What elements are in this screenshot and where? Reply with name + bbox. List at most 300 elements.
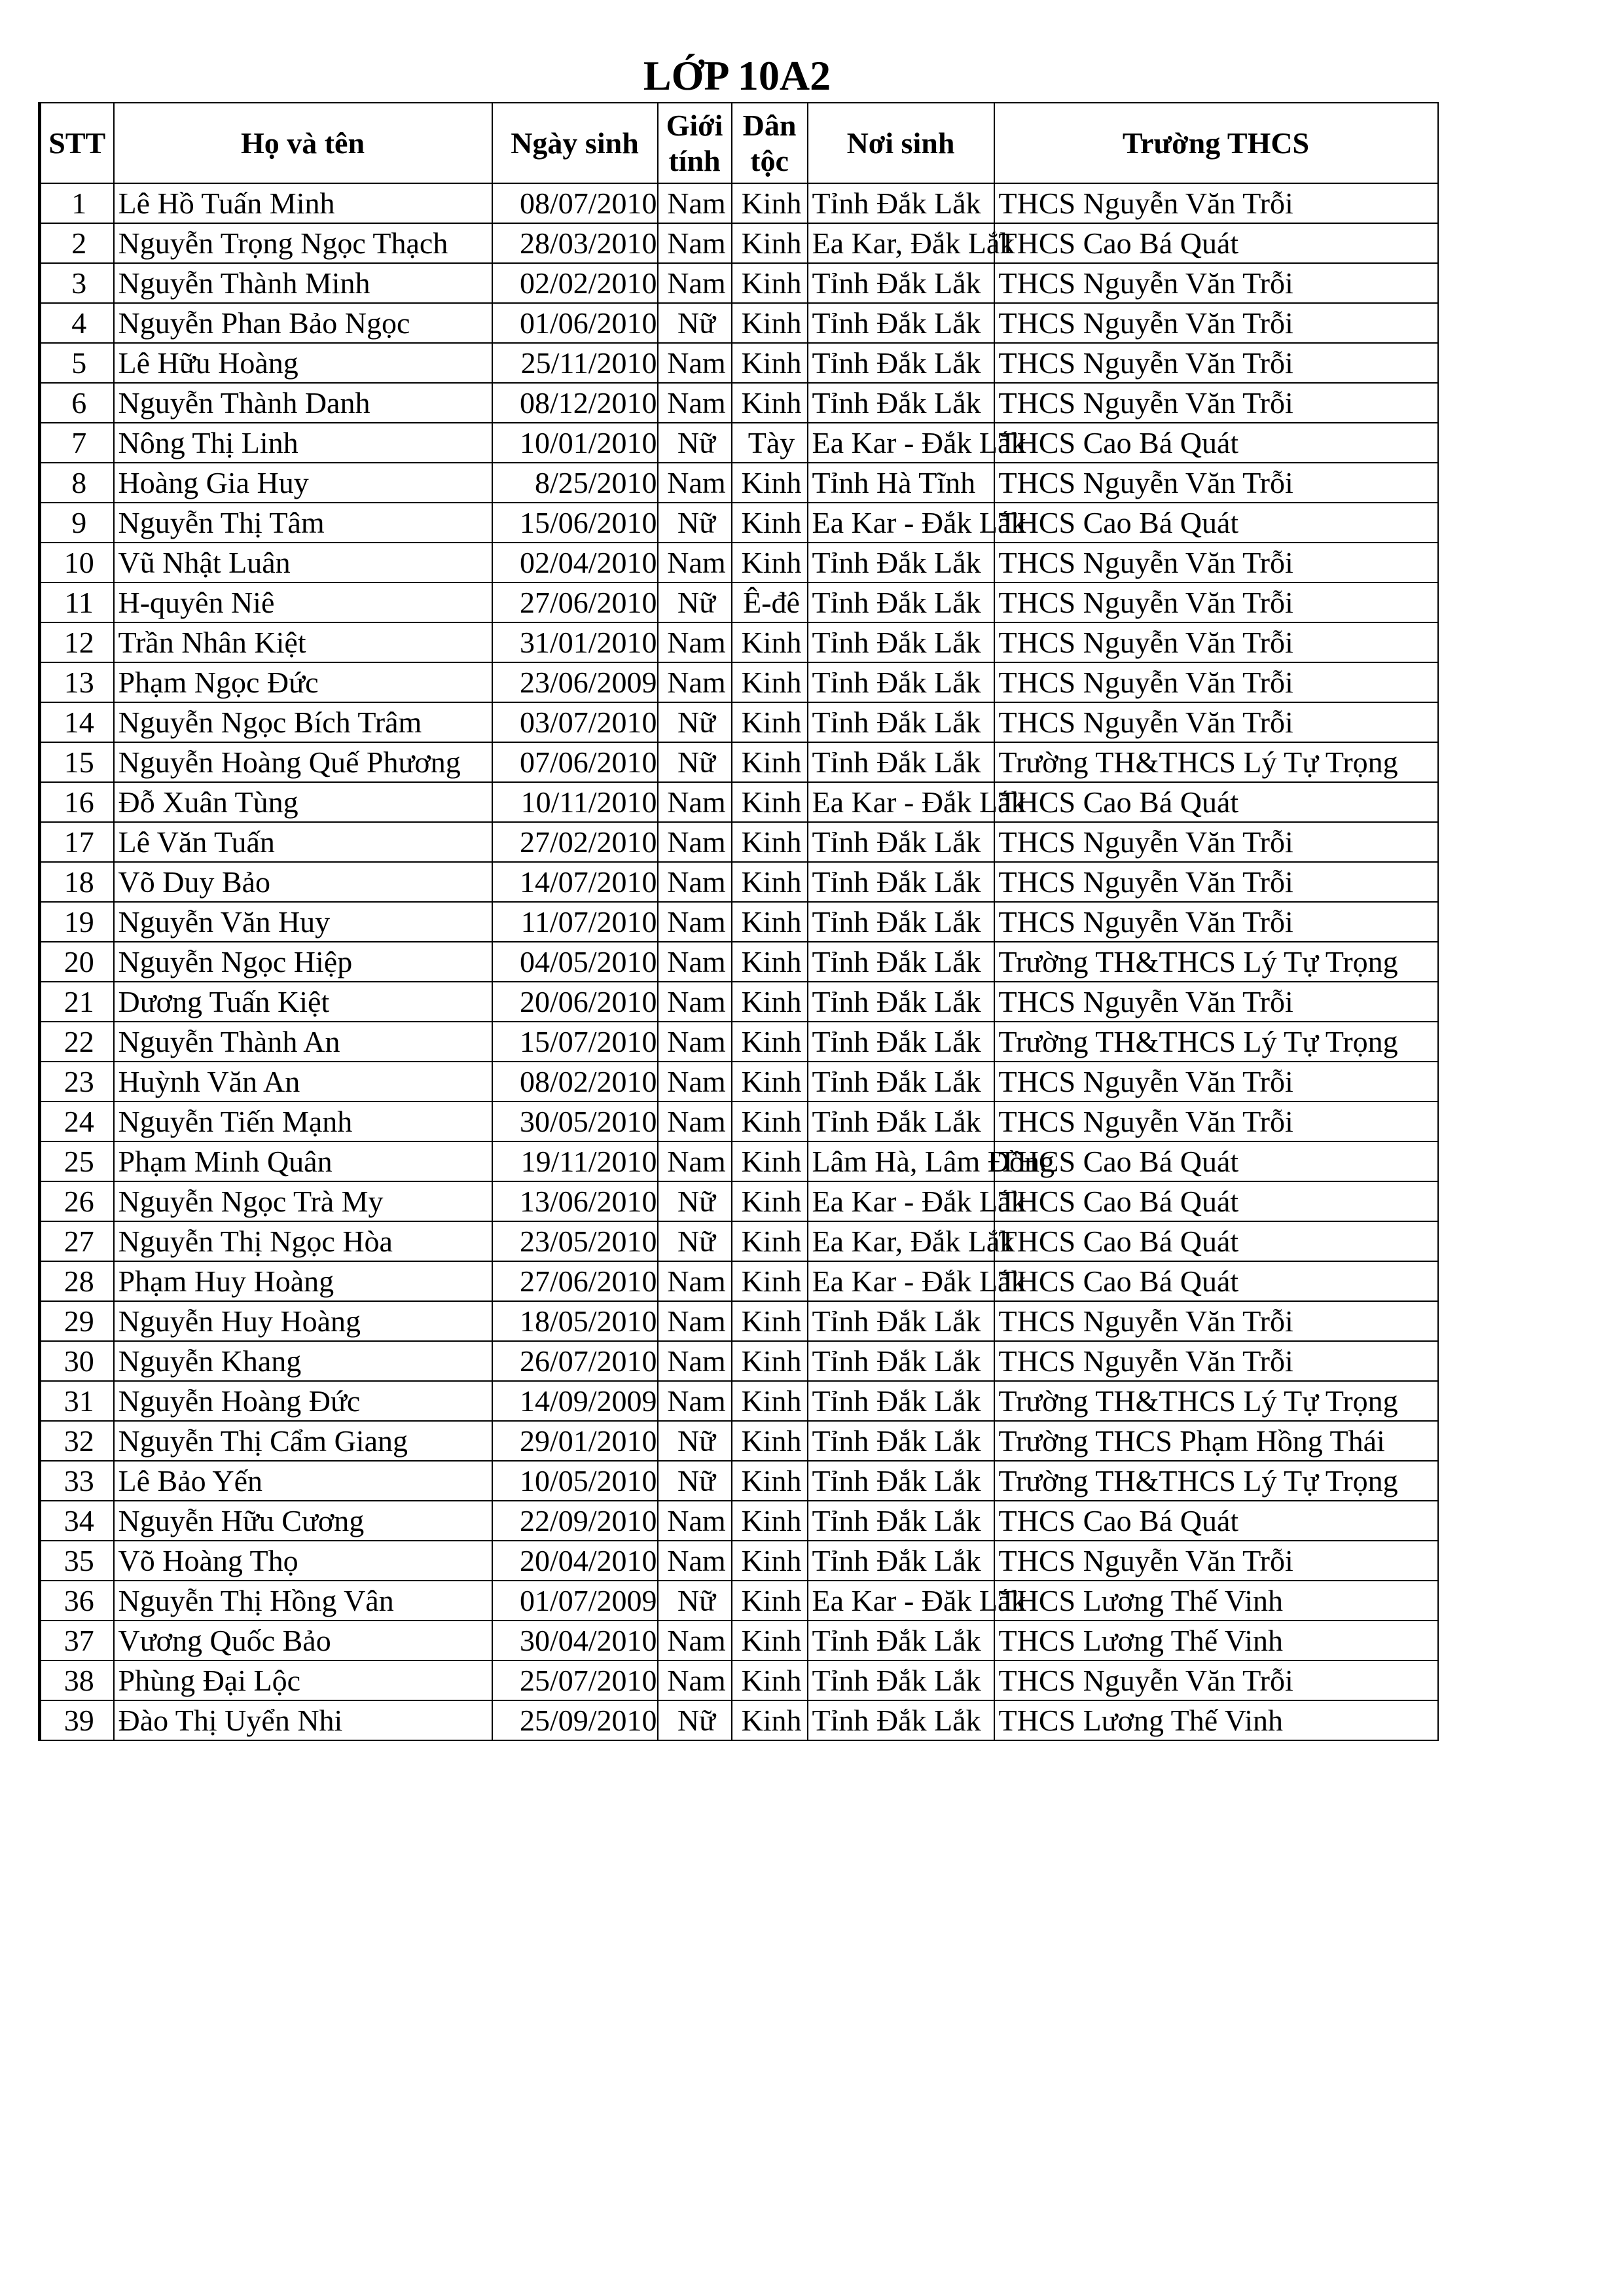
cell-birthplace: Tỉnh Đắk Lắk xyxy=(808,1341,994,1381)
cell-dob: 15/07/2010 xyxy=(492,1022,658,1062)
header-name: Họ và tên xyxy=(114,103,492,183)
cell-name: Nguyễn Thị Cẩm Giang xyxy=(114,1421,492,1461)
header-ethnic xyxy=(732,103,808,183)
cell-dob: 02/02/2010 xyxy=(492,263,658,303)
cell-school: THCS Nguyễn Văn Trỗi xyxy=(994,1660,1438,1700)
table-row xyxy=(40,183,1438,223)
table-row xyxy=(40,583,1438,622)
cell-dob: 20/04/2010 xyxy=(492,1541,658,1581)
cell-birthplace: Tỉnh Đắk Lắk xyxy=(808,742,994,782)
cell-birthplace: Tỉnh Đắk Lắk xyxy=(808,1700,994,1740)
header-sex-line2: tính xyxy=(668,143,721,177)
cell-birthplace: Tỉnh Đắk Lắk xyxy=(808,543,994,583)
cell-sex: Nữ xyxy=(658,1461,732,1501)
cell-birthplace: Tỉnh Đắk Lắk xyxy=(808,982,994,1022)
cell-birthplace: Tỉnh Đắk Lắk xyxy=(808,1381,994,1421)
cell-ethnic: Kinh xyxy=(732,543,808,583)
cell-stt: 2 xyxy=(40,223,114,263)
cell-birthplace: Ea Kar, Đắk Lắk xyxy=(808,1221,994,1261)
cell-stt: 14 xyxy=(40,702,114,742)
table-row xyxy=(40,1381,1438,1421)
cell-dob: 25/09/2010 xyxy=(492,1700,658,1740)
table-row xyxy=(40,822,1438,862)
cell-dob: 08/12/2010 xyxy=(492,383,658,423)
cell-school: Trường TH&THCS Lý Tự Trọng xyxy=(994,942,1438,982)
cell-birthplace: Ea Kar, Đắk Lắk xyxy=(808,223,994,263)
cell-name: Nông Thị Linh xyxy=(114,423,492,463)
cell-school: THCS Cao Bá Quát xyxy=(994,1141,1438,1181)
cell-school: THCS Nguyễn Văn Trỗi xyxy=(994,543,1438,583)
cell-sex: Nam xyxy=(658,1381,732,1421)
cell-sex: Nam xyxy=(658,1022,732,1062)
cell-ethnic: Kinh xyxy=(732,902,808,942)
cell-school: THCS Cao Bá Quát xyxy=(994,1221,1438,1261)
cell-dob: 30/04/2010 xyxy=(492,1621,658,1660)
cell-sex: Nam xyxy=(658,1541,732,1581)
cell-school: Trường TH&THCS Lý Tự Trọng xyxy=(994,742,1438,782)
table-row xyxy=(40,1181,1438,1221)
cell-name: Phạm Minh Quân xyxy=(114,1141,492,1181)
table-row xyxy=(40,982,1438,1022)
cell-birthplace: Tỉnh Đắk Lắk xyxy=(808,583,994,622)
cell-school: THCS Cao Bá Quát xyxy=(994,423,1438,463)
cell-name: Nguyễn Hoàng Đức xyxy=(114,1381,492,1421)
cell-dob: 26/07/2010 xyxy=(492,1341,658,1381)
cell-school: THCS Cao Bá Quát xyxy=(994,1501,1438,1541)
cell-birthplace: Ea Kar - Đắk Lắk xyxy=(808,503,994,543)
cell-school: THCS Cao Bá Quát xyxy=(994,1181,1438,1221)
cell-school: THCS Lương Thế Vinh xyxy=(994,1700,1438,1740)
table-row xyxy=(40,1102,1438,1141)
header-ethnic-line2: tộc xyxy=(750,143,789,177)
cell-stt: 7 xyxy=(40,423,114,463)
cell-sex: Nữ xyxy=(658,742,732,782)
cell-school: THCS Nguyễn Văn Trỗi xyxy=(994,463,1438,503)
cell-stt: 24 xyxy=(40,1102,114,1141)
cell-ethnic: Kinh xyxy=(732,1501,808,1541)
cell-stt: 10 xyxy=(40,543,114,583)
cell-name: Nguyễn Văn Huy xyxy=(114,902,492,942)
cell-ethnic: Kinh xyxy=(732,263,808,303)
cell-birthplace: Tỉnh Đắk Lắk xyxy=(808,1062,994,1102)
table-row xyxy=(40,662,1438,702)
cell-ethnic: Kinh xyxy=(732,1541,808,1581)
cell-stt: 8 xyxy=(40,463,114,503)
cell-dob: 19/11/2010 xyxy=(492,1141,658,1181)
cell-school: THCS Nguyễn Văn Trỗi xyxy=(994,263,1438,303)
cell-dob: 31/01/2010 xyxy=(492,622,658,662)
cell-name: Nguyễn Ngọc Bích Trâm xyxy=(114,702,492,742)
cell-dob: 20/06/2010 xyxy=(492,982,658,1022)
cell-school: Trường TH&THCS Lý Tự Trọng xyxy=(994,1022,1438,1062)
cell-birthplace: Tỉnh Đắk Lắk xyxy=(808,303,994,343)
cell-dob: 13/06/2010 xyxy=(492,1181,658,1221)
cell-sex: Nam xyxy=(658,862,732,902)
cell-school: Trường TH&THCS Lý Tự Trọng xyxy=(994,1461,1438,1501)
cell-ethnic: Tày xyxy=(732,423,808,463)
cell-school: THCS Nguyễn Văn Trỗi xyxy=(994,622,1438,662)
cell-dob: 30/05/2010 xyxy=(492,1102,658,1141)
table-row xyxy=(40,1660,1438,1700)
cell-school: THCS Nguyễn Văn Trỗi xyxy=(994,702,1438,742)
cell-ethnic: Kinh xyxy=(732,463,808,503)
cell-dob: 10/01/2010 xyxy=(492,423,658,463)
cell-school: THCS Nguyễn Văn Trỗi xyxy=(994,982,1438,1022)
table-row xyxy=(40,622,1438,662)
table-row xyxy=(40,383,1438,423)
cell-name: Phùng Đại Lộc xyxy=(114,1660,492,1700)
cell-sex: Nam xyxy=(658,1621,732,1660)
cell-birthplace: Ea Kar - Đắk Lắk xyxy=(808,423,994,463)
cell-school: THCS Cao Bá Quát xyxy=(994,223,1438,263)
cell-stt: 15 xyxy=(40,742,114,782)
cell-dob: 27/06/2010 xyxy=(492,1261,658,1301)
cell-sex: Nam xyxy=(658,263,732,303)
cell-birthplace: Ea Kar - Đắk Lắk xyxy=(808,1181,994,1221)
cell-school: THCS Nguyễn Văn Trỗi xyxy=(994,583,1438,622)
table-row xyxy=(40,1700,1438,1740)
table-row xyxy=(40,543,1438,583)
cell-name: Nguyễn Khang xyxy=(114,1341,492,1381)
table-row xyxy=(40,463,1438,503)
table-row xyxy=(40,942,1438,982)
cell-sex: Nữ xyxy=(658,1421,732,1461)
cell-ethnic: Kinh xyxy=(732,622,808,662)
cell-sex: Nữ xyxy=(658,1581,732,1621)
cell-sex: Nam xyxy=(658,902,732,942)
cell-birthplace: Tỉnh Đắk Lắk xyxy=(808,702,994,742)
cell-name: Nguyễn Trọng Ngọc Thạch xyxy=(114,223,492,263)
cell-school: THCS Cao Bá Quát xyxy=(994,1261,1438,1301)
cell-ethnic: Kinh xyxy=(732,503,808,543)
cell-stt: 25 xyxy=(40,1141,114,1181)
cell-name: Lê Văn Tuấn xyxy=(114,822,492,862)
table-row xyxy=(40,1461,1438,1501)
cell-ethnic: Kinh xyxy=(732,782,808,822)
cell-sex: Nam xyxy=(658,1062,732,1102)
cell-birthplace: Tỉnh Đắk Lắk xyxy=(808,1461,994,1501)
cell-birthplace: Lâm Hà, Lâm Đồng xyxy=(808,1141,994,1181)
cell-sex: Nam xyxy=(658,982,732,1022)
cell-stt: 18 xyxy=(40,862,114,902)
table-row xyxy=(40,782,1438,822)
cell-name: Vũ Nhật Luân xyxy=(114,543,492,583)
cell-stt: 28 xyxy=(40,1261,114,1301)
page-title: LỚP 10A2 xyxy=(643,52,831,99)
cell-birthplace: Ea Kar - Đăk Lắk xyxy=(808,1581,994,1621)
table-row xyxy=(40,1062,1438,1102)
cell-sex: Nam xyxy=(658,942,732,982)
table-row xyxy=(40,742,1438,782)
cell-dob: 01/07/2009 xyxy=(492,1581,658,1621)
cell-sex: Nữ xyxy=(658,702,732,742)
cell-ethnic: Kinh xyxy=(732,1102,808,1141)
cell-ethnic: Kinh xyxy=(732,1660,808,1700)
cell-sex: Nam xyxy=(658,622,732,662)
cell-dob: 25/11/2010 xyxy=(492,343,658,383)
cell-stt: 20 xyxy=(40,942,114,982)
cell-school: Trường THCS Phạm Hồng Thái xyxy=(994,1421,1438,1461)
cell-sex: Nữ xyxy=(658,1221,732,1261)
cell-sex: Nữ xyxy=(658,303,732,343)
cell-stt: 31 xyxy=(40,1381,114,1421)
cell-birthplace: Tỉnh Đắk Lắk xyxy=(808,1301,994,1341)
cell-birthplace: Tỉnh Đắk Lắk xyxy=(808,263,994,303)
cell-birthplace: Tỉnh Đắk Lắk xyxy=(808,1501,994,1541)
cell-stt: 16 xyxy=(40,782,114,822)
cell-stt: 21 xyxy=(40,982,114,1022)
cell-stt: 13 xyxy=(40,662,114,702)
cell-dob: 10/05/2010 xyxy=(492,1461,658,1501)
cell-ethnic: Kinh xyxy=(732,1621,808,1660)
cell-birthplace: Tỉnh Đắk Lắk xyxy=(808,622,994,662)
cell-birthplace: Tỉnh Đắk Lắk xyxy=(808,343,994,383)
cell-dob: 14/07/2010 xyxy=(492,862,658,902)
cell-name: Dương Tuấn Kiệt xyxy=(114,982,492,1022)
cell-school: THCS Nguyễn Văn Trỗi xyxy=(994,383,1438,423)
cell-name: Nguyễn Huy Hoàng xyxy=(114,1301,492,1341)
cell-school: THCS Nguyễn Văn Trỗi xyxy=(994,1541,1438,1581)
cell-stt: 29 xyxy=(40,1301,114,1341)
cell-name: Lê Hồ Tuấn Minh xyxy=(114,183,492,223)
cell-dob: 29/01/2010 xyxy=(492,1421,658,1461)
cell-stt: 19 xyxy=(40,902,114,942)
table-row xyxy=(40,902,1438,942)
cell-stt: 9 xyxy=(40,503,114,543)
cell-dob: 02/04/2010 xyxy=(492,543,658,583)
header-birthplace: Nơi sinh xyxy=(808,103,994,183)
table-row xyxy=(40,1501,1438,1541)
cell-name: Nguyễn Thị Hồng Vân xyxy=(114,1581,492,1621)
table-row xyxy=(40,223,1438,263)
cell-name: Phạm Huy Hoàng xyxy=(114,1261,492,1301)
cell-ethnic: Kinh xyxy=(732,662,808,702)
header-stt: STT xyxy=(40,103,114,183)
cell-school: THCS Lương Thế Vinh xyxy=(994,1581,1438,1621)
cell-sex: Nam xyxy=(658,782,732,822)
cell-birthplace: Tỉnh Đắk Lắk xyxy=(808,862,994,902)
cell-ethnic: Kinh xyxy=(732,702,808,742)
cell-ethnic: Kinh xyxy=(732,303,808,343)
cell-name: Nguyễn Ngọc Hiệp xyxy=(114,942,492,982)
cell-dob: 23/05/2010 xyxy=(492,1221,658,1261)
cell-ethnic: Kinh xyxy=(732,942,808,982)
cell-birthplace: Tỉnh Đắk Lắk xyxy=(808,1541,994,1581)
cell-birthplace: Tỉnh Đắk Lắk xyxy=(808,902,994,942)
cell-name: Lê Hữu Hoàng xyxy=(114,343,492,383)
cell-ethnic: Kinh xyxy=(732,1461,808,1501)
cell-name: Lê Bảo Yến xyxy=(114,1461,492,1501)
cell-stt: 3 xyxy=(40,263,114,303)
cell-school: THCS Nguyễn Văn Trỗi xyxy=(994,902,1438,942)
cell-sex: Nữ xyxy=(658,1181,732,1221)
cell-dob: 08/07/2010 xyxy=(492,183,658,223)
cell-sex: Nam xyxy=(658,463,732,503)
cell-ethnic: Kinh xyxy=(732,1381,808,1421)
cell-dob: 27/02/2010 xyxy=(492,822,658,862)
cell-ethnic: Kinh xyxy=(732,982,808,1022)
cell-ethnic: Kinh xyxy=(732,1141,808,1181)
table-body xyxy=(40,183,1438,1740)
table-row xyxy=(40,343,1438,383)
cell-dob: 14/09/2009 xyxy=(492,1381,658,1421)
cell-stt: 4 xyxy=(40,303,114,343)
cell-stt: 32 xyxy=(40,1421,114,1461)
cell-ethnic: Kinh xyxy=(732,1421,808,1461)
cell-ethnic: Kinh xyxy=(732,1301,808,1341)
cell-name: Đào Thị Uyển Nhi xyxy=(114,1700,492,1740)
cell-ethnic: Ê-đê xyxy=(732,583,808,622)
cell-school: THCS Nguyễn Văn Trỗi xyxy=(994,1102,1438,1141)
cell-name: Nguyễn Ngọc Trà My xyxy=(114,1181,492,1221)
cell-sex: Nam xyxy=(658,343,732,383)
cell-birthplace: Tỉnh Đắk Lắk xyxy=(808,1421,994,1461)
cell-school: THCS Nguyễn Văn Trỗi xyxy=(994,862,1438,902)
cell-name: Trần Nhân Kiệt xyxy=(114,622,492,662)
cell-dob: 10/11/2010 xyxy=(492,782,658,822)
cell-school: THCS Nguyễn Văn Trỗi xyxy=(994,1341,1438,1381)
cell-dob: 08/02/2010 xyxy=(492,1062,658,1102)
cell-sex: Nam xyxy=(658,1660,732,1700)
cell-ethnic: Kinh xyxy=(732,1022,808,1062)
cell-stt: 33 xyxy=(40,1461,114,1501)
cell-ethnic: Kinh xyxy=(732,1700,808,1740)
cell-stt: 6 xyxy=(40,383,114,423)
cell-ethnic: Kinh xyxy=(732,343,808,383)
cell-dob: 8/25/2010 xyxy=(492,463,658,503)
cell-birthplace: Tỉnh Đắk Lắk xyxy=(808,1660,994,1700)
header-sex-line1: Giới xyxy=(666,108,723,142)
header-ethnic-line1: Dân xyxy=(742,108,797,142)
cell-dob: 11/07/2010 xyxy=(492,902,658,942)
cell-dob: 04/05/2010 xyxy=(492,942,658,982)
cell-sex: Nữ xyxy=(658,1700,732,1740)
table-row xyxy=(40,1301,1438,1341)
cell-stt: 35 xyxy=(40,1541,114,1581)
cell-school: THCS Nguyễn Văn Trỗi xyxy=(994,343,1438,383)
cell-dob: 18/05/2010 xyxy=(492,1301,658,1341)
cell-name: Võ Hoàng Thọ xyxy=(114,1541,492,1581)
cell-name: Nguyễn Thành Danh xyxy=(114,383,492,423)
student-table xyxy=(38,102,1439,1741)
header-row xyxy=(40,103,1438,183)
cell-sex: Nam xyxy=(658,822,732,862)
cell-sex: Nam xyxy=(658,1102,732,1141)
cell-name: Nguyễn Hữu Cương xyxy=(114,1501,492,1541)
cell-name: Nguyễn Thị Tâm xyxy=(114,503,492,543)
table-row xyxy=(40,1261,1438,1301)
table-row xyxy=(40,263,1438,303)
cell-sex: Nam xyxy=(658,1301,732,1341)
cell-stt: 1 xyxy=(40,183,114,223)
cell-name: Nguyễn Hoàng Quế Phương xyxy=(114,742,492,782)
cell-dob: 23/06/2009 xyxy=(492,662,658,702)
cell-dob: 25/07/2010 xyxy=(492,1660,658,1700)
cell-stt: 38 xyxy=(40,1660,114,1700)
cell-stt: 23 xyxy=(40,1062,114,1102)
cell-birthplace: Tỉnh Đắk Lắk xyxy=(808,1621,994,1660)
cell-ethnic: Kinh xyxy=(732,1221,808,1261)
cell-sex: Nam xyxy=(658,223,732,263)
cell-ethnic: Kinh xyxy=(732,383,808,423)
table-row xyxy=(40,862,1438,902)
table-row xyxy=(40,423,1438,463)
cell-dob: 01/06/2010 xyxy=(492,303,658,343)
table-row xyxy=(40,1581,1438,1621)
cell-name: Võ Duy Bảo xyxy=(114,862,492,902)
header-dob: Ngày sinh xyxy=(492,103,658,183)
cell-name: Nguyễn Tiến Mạnh xyxy=(114,1102,492,1141)
table-row xyxy=(40,1141,1438,1181)
cell-name: Huỳnh Văn An xyxy=(114,1062,492,1102)
cell-ethnic: Kinh xyxy=(732,183,808,223)
cell-stt: 22 xyxy=(40,1022,114,1062)
cell-school: THCS Lương Thế Vinh xyxy=(994,1621,1438,1660)
cell-stt: 30 xyxy=(40,1341,114,1381)
cell-ethnic: Kinh xyxy=(732,1341,808,1381)
cell-school: THCS Nguyễn Văn Trỗi xyxy=(994,183,1438,223)
cell-dob: 28/03/2010 xyxy=(492,223,658,263)
cell-sex: Nam xyxy=(658,1261,732,1301)
cell-ethnic: Kinh xyxy=(732,822,808,862)
cell-birthplace: Tỉnh Đắk Lắk xyxy=(808,1022,994,1062)
cell-birthplace: Ea Kar - Đắk Lắk xyxy=(808,782,994,822)
cell-stt: 26 xyxy=(40,1181,114,1221)
cell-sex: Nam xyxy=(658,662,732,702)
cell-stt: 11 xyxy=(40,583,114,622)
cell-sex: Nữ xyxy=(658,423,732,463)
cell-stt: 5 xyxy=(40,343,114,383)
cell-birthplace: Tỉnh Đắk Lắk xyxy=(808,183,994,223)
table-row xyxy=(40,1421,1438,1461)
cell-ethnic: Kinh xyxy=(732,1261,808,1301)
cell-school: Trường TH&THCS Lý Tự Trọng xyxy=(994,1381,1438,1421)
cell-school: THCS Cao Bá Quát xyxy=(994,782,1438,822)
table-row xyxy=(40,702,1438,742)
cell-sex: Nam xyxy=(658,183,732,223)
cell-ethnic: Kinh xyxy=(732,742,808,782)
table-row xyxy=(40,303,1438,343)
cell-stt: 27 xyxy=(40,1221,114,1261)
header-school: Trường THCS xyxy=(994,103,1438,183)
cell-dob: 07/06/2010 xyxy=(492,742,658,782)
header-sex xyxy=(658,103,732,183)
cell-stt: 37 xyxy=(40,1621,114,1660)
cell-name: Nguyễn Thị Ngọc Hòa xyxy=(114,1221,492,1261)
cell-stt: 17 xyxy=(40,822,114,862)
cell-sex: Nam xyxy=(658,383,732,423)
cell-stt: 36 xyxy=(40,1581,114,1621)
table-row xyxy=(40,1341,1438,1381)
cell-name: Hoàng Gia Huy xyxy=(114,463,492,503)
cell-sex: Nam xyxy=(658,1141,732,1181)
cell-name: Đỗ Xuân Tùng xyxy=(114,782,492,822)
cell-stt: 34 xyxy=(40,1501,114,1541)
cell-school: THCS Nguyễn Văn Trỗi xyxy=(994,303,1438,343)
cell-name: Nguyễn Phan Bảo Ngọc xyxy=(114,303,492,343)
cell-birthplace: Tỉnh Đắk Lắk xyxy=(808,1102,994,1141)
cell-sex: Nữ xyxy=(658,503,732,543)
cell-school: THCS Nguyễn Văn Trỗi xyxy=(994,822,1438,862)
table-row xyxy=(40,1621,1438,1660)
cell-school: THCS Nguyễn Văn Trỗi xyxy=(994,1301,1438,1341)
table-row xyxy=(40,1221,1438,1261)
cell-name: Nguyễn Thành Minh xyxy=(114,263,492,303)
table-row xyxy=(40,503,1438,543)
cell-sex: Nam xyxy=(658,543,732,583)
cell-dob: 27/06/2010 xyxy=(492,583,658,622)
cell-birthplace: Tỉnh Đắk Lắk xyxy=(808,662,994,702)
